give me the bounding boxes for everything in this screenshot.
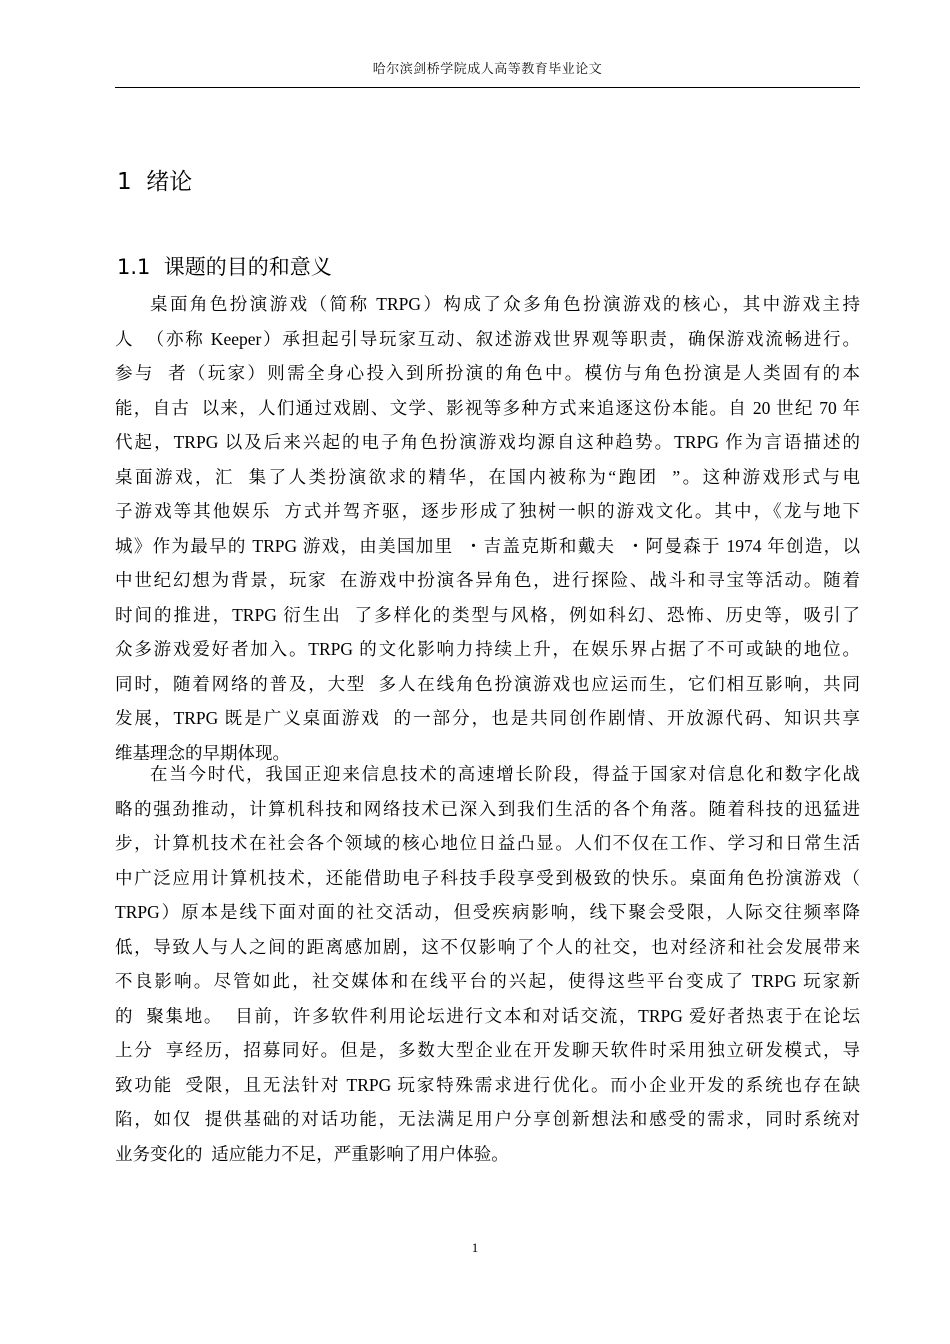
- page-number: 1: [471, 1240, 479, 1255]
- paragraph-line: 致功能 受限，且无法针对 TRPG 玩家特殊需求进行优化。而小企业开发的系统也存在缺: [115, 1074, 860, 1095]
- paragraph-line: 桌面角色扮演游戏（简称 TRPG）构成了众多角色扮演游戏的核心，其中游戏主持: [150, 294, 860, 314]
- paragraph-line: 时间的推进，TRPG 衍生出 了多样化的类型与风格，例如科幻、恐怖、历史等，吸引了: [115, 604, 860, 625]
- paragraph-line: 人 （亦称 Keeper）承担起引导玩家互动、叙述游戏世界观等职责，确保游戏流畅进行。: [115, 328, 860, 349]
- paragraph-line: 业务变化的 适应能力不足，严重影响了用户体验。: [115, 1143, 509, 1164]
- paragraph-line: 众多游戏爱好者加入。TRPG 的文化影响力持续上升，在娱乐界占据了不可或缺的地位。: [115, 639, 860, 659]
- paragraph-line: 略的强劲推动，计算机科技和网络技术已深入到我们生活的各个角落。随着科技的迅猛进: [115, 798, 860, 819]
- paragraph-line: 的 聚集地。 目前，许多软件利用论坛进行文本和对话交流，TRPG 爱好者热衷于在论坛: [115, 1005, 860, 1026]
- header-divider: [115, 87, 860, 88]
- paragraph-1: [115, 287, 860, 770]
- paragraph-line: 中广泛应用计算机技术，还能借助电子科技手段享受到极致的快乐。桌面角色扮演游戏（: [115, 867, 860, 888]
- paragraph-line: 低，导致人与人之间的距离感加剧，这不仅影响了个人的社交，也对经济和社会发展带来: [115, 936, 860, 957]
- paragraph-line: 中世纪幻想为背景，玩家 在游戏中扮演各异角色，进行探险、战斗和寻宝等活动。随着: [115, 570, 860, 590]
- paragraph-line: 城》作为最早的 TRPG 游戏，由美国加里 ・吉盖克斯和戴夫 ・阿曼森于 1974 年创造，以: [115, 535, 860, 556]
- paragraph-line: 代起，TRPG 以及后来兴起的电子角色扮演游戏均源自这种趋势。TRPG 作为言语描述的: [115, 432, 860, 452]
- page-header: 哈尔滨剑桥学院成人高等教育毕业论文: [372, 61, 603, 76]
- paragraph-line: TRPG）原本是线下面对面的社交活动，但受疾病影响，线下聚会受限，人际交往频率降: [115, 902, 860, 922]
- chapter-title: 1 绪论: [117, 169, 193, 195]
- paragraph-line: 桌面游戏，汇 集了人类扮演欲求的精华，在国内被称为“跑团 ”。这种游戏形式与电: [115, 466, 860, 487]
- paragraph-line: 参与 者（玩家）则需全身心投入到所扮演的角色中。模仿与角色扮演是人类固有的本: [115, 363, 860, 383]
- paragraph-line: 能，自古 以来，人们通过戏剧、文学、影视等多种方式来追逐这份本能。自 20 世纪 70 年: [115, 397, 860, 418]
- paragraph-line: 上分 享经历，招募同好。但是，多数大型企业在开发聊天软件时采用独立研发模式，导: [115, 1040, 860, 1060]
- paragraph-line: 陷，如仅 提供基础的对话功能，无法满足用户分享创新想法和感受的需求，同时系统对: [115, 1109, 860, 1129]
- paragraph-2: [115, 757, 860, 1171]
- paragraph-line: 发展，TRPG 既是广义桌面游戏 的一部分，也是共同创作剧情、开放源代码、知识共享: [115, 708, 860, 728]
- paragraph-line: 子游戏等其他娱乐 方式并驾齐驱，逐步形成了独树一帜的游戏文化。其中，《龙与地下: [115, 501, 860, 521]
- section-title: 1.1 课题的目的和意义: [117, 255, 332, 279]
- paragraph-line: 不良影响。尽管如此，社交媒体和在线平台的兴起，使得这些平台变成了 TRPG 玩家新: [115, 971, 860, 991]
- paragraph-line: 步，计算机技术在社会各个领域的核心地位日益凸显。人们不仅在工作、学习和日常生活: [115, 833, 860, 853]
- paragraph-line: 同时，随着网络的普及，大型 多人在线角色扮演游戏也应运而生，它们相互影响，共同: [115, 673, 860, 694]
- paragraph-line: 维基理念的早期体现。: [115, 742, 290, 763]
- paragraph-line: 在当今时代，我国正迎来信息技术的高速增长阶段，得益于国家对信息化和数字化战: [150, 764, 860, 784]
